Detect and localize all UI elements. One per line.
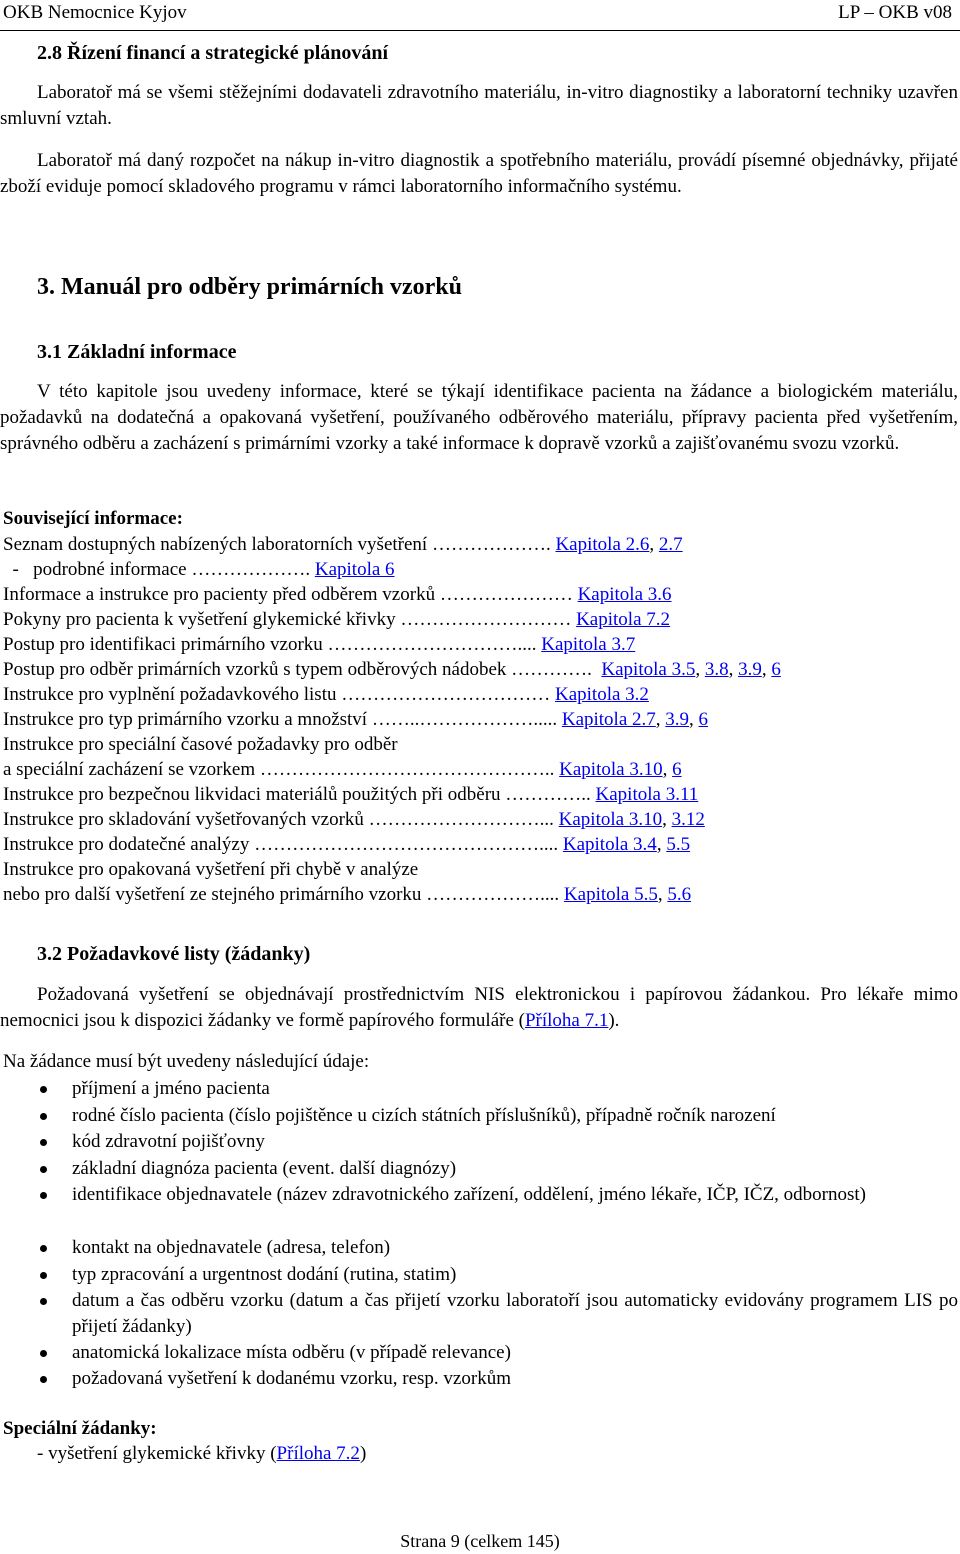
section-2-8-paragraph-1: Laboratoř má se všemi stěžejními dodavateli zdravotního materiálu, in-vitro diagnostiky a laboratorní techniky uzavřen smluvní vztah. (0, 82, 958, 129)
chapter-link[interactable]: Kapitola 6 (314, 559, 395, 580)
link-separator: , (649, 534, 659, 555)
link-separator: , (695, 659, 705, 680)
required-field-item: příjmení a jméno pacienta (72, 1078, 270, 1099)
related-info-text: Postup pro odběr primárních vzorků s typem odběrových nádobek …………. (3, 659, 602, 680)
link-separator: , (657, 884, 668, 905)
special-request-text: - vyšetření glykemické křivky ( (37, 1443, 277, 1464)
chapter-link[interactable]: Kapitola 2.6 (555, 534, 650, 555)
related-info-row (3, 582, 672, 607)
related-info-text: Informace a instrukce pro pacienty před odběrem vzorků ………………… (3, 584, 578, 605)
appendix-7-1-link[interactable]: Příloha 7.1 (524, 1010, 609, 1031)
related-info-row (3, 657, 781, 682)
related-info-row (3, 807, 705, 832)
link-separator: , (662, 759, 673, 780)
required-field-item: požadovaná vyšetření k dodanému vzorku, resp. vzorkům (72, 1368, 511, 1389)
related-info-row (3, 757, 682, 782)
related-info-row (3, 707, 708, 732)
chapter-link[interactable]: 3.9 (738, 659, 762, 680)
chapter-link[interactable]: 5.5 (666, 834, 691, 855)
related-info-row (3, 857, 418, 882)
bullet-icon (40, 1298, 47, 1305)
bullet-icon (40, 1139, 47, 1146)
link-separator: , (761, 659, 772, 680)
chapter-link[interactable]: Kapitola 7.2 (576, 609, 671, 630)
chapter-link[interactable]: 3.12 (671, 809, 705, 830)
chapter-link[interactable]: 6 (672, 759, 682, 780)
bullet-icon (40, 1376, 47, 1383)
section-3-2-title: 3.2 Požadavkové listy (žádanky) (37, 943, 311, 965)
chapter-link[interactable]: 6 (771, 659, 781, 680)
chapter-link[interactable]: Kapitola 5.5 (563, 884, 658, 905)
required-field-item: identifikace objednavatele (název zdravotnického zařízení, oddělení, jméno lékaře, IČP, IČZ, odbornost) (72, 1184, 867, 1205)
bullet-icon (40, 1245, 47, 1252)
bullet-icon (40, 1272, 47, 1279)
related-info-row (3, 782, 698, 807)
link-separator: , (662, 809, 672, 830)
section-3-2-paragraph (0, 982, 958, 1034)
section-3-2-paragraph-text: Požadovaná vyšetření se objednávají prostřednictvím NIS elektronickou i papírovou žádankou. Pro lékaře mimo nemocnici jsou k dispozici žádanky ve formě papírového formuláře ( (0, 984, 958, 1031)
required-field-item: kód zdravotní pojišťovny (72, 1131, 265, 1152)
related-info-text: Pokyny pro pacienta k vyšetření glykemické křivky ……………………… (3, 609, 577, 630)
related-info-text: Instrukce pro bezpečnou likvidaci materiálů použitých při odběru ………….. (3, 784, 596, 805)
required-field-item: rodné číslo pacienta (číslo pojištěnce u cizích státních příslušníků), případně ročník narození (72, 1105, 776, 1126)
chapter-link[interactable]: 5.6 (667, 884, 692, 905)
special-requests-heading: Speciální žádanky: (3, 1418, 157, 1439)
related-info-row (3, 632, 635, 657)
special-request-end: ) (359, 1443, 367, 1464)
required-fields-intro: Na žádance musí být uvedeny následující údaje: (3, 1051, 370, 1072)
chapter-link[interactable]: Kapitola 3.4 (562, 834, 657, 855)
chapter-link[interactable]: Kapitola 3.5 (601, 659, 696, 680)
related-info-row (3, 682, 649, 707)
related-info-text: Instrukce pro opakovaná vyšetření při chybě v analýze (3, 859, 419, 880)
related-info-text: Postup pro identifikaci primárního vzorku ………………………….... (3, 634, 542, 655)
chapter-link[interactable]: Kapitola 3.6 (577, 584, 672, 605)
related-info-row (3, 557, 395, 582)
chapter-3-title: 3. Manuál pro odběry primárních vzorků (37, 274, 462, 300)
related-info-text: Instrukce pro dodatečné analýzy ……………………………………….... (3, 834, 563, 855)
section-3-1-title: 3.1 Základní informace (37, 341, 237, 363)
bullet-icon (40, 1086, 47, 1093)
related-info-text: Instrukce pro typ primárního vzorku a množství ……..………………..... (3, 709, 562, 730)
page-number: Strana 9 (celkem 145) (400, 1531, 560, 1551)
required-field-item: datum a čas odběru vzorku (datum a čas přijetí vzorku laboratoří jsou automaticky evidovány programem LIS po přijetí žádanky) (72, 1290, 958, 1337)
section-2-8-paragraph-2: Laboratoř má daný rozpočet na nákup in-vitro diagnostik a spotřebního materiálu, provádí písemné objednávky, přijaté zboží eviduje pomocí skladového programu v rámci laboratorního informačního systému. (0, 150, 958, 197)
bullet-icon (40, 1350, 47, 1357)
related-info-heading: Související informace: (3, 508, 183, 529)
section-3-2-paragraph-end: ). (608, 1010, 620, 1031)
related-info-row (3, 732, 398, 757)
related-info-text: a speciální zacházení se vzorkem ……………………………………….. (3, 759, 560, 780)
required-field-item: typ zpracování a urgentnost dodání (rutina, statim) (72, 1264, 457, 1285)
link-separator: , (728, 659, 739, 680)
related-info-row (3, 832, 690, 857)
required-field-item: základní diagnóza pacienta (event. další diagnózy) (72, 1158, 457, 1179)
link-separator: , (656, 834, 667, 855)
bullet-icon (40, 1192, 47, 1199)
related-info-row (3, 882, 691, 907)
bullet-icon (40, 1113, 47, 1120)
chapter-link[interactable]: Kapitola 3.11 (595, 784, 699, 805)
header-doc-code: LP – OKB v08 (838, 2, 952, 23)
bullet-icon (40, 1166, 47, 1173)
related-info-text: Instrukce pro skladování vyšetřovaných vzorků ………………………... (3, 809, 559, 830)
chapter-link[interactable]: 3.9 (665, 709, 690, 730)
chapter-link[interactable]: Kapitola 2.7 (561, 709, 656, 730)
related-info-text: - podrobné informace ………………. (3, 559, 315, 580)
appendix-7-2-link[interactable]: Příloha 7.2 (276, 1443, 360, 1464)
header-divider (0, 30, 960, 31)
chapter-link[interactable]: 6 (698, 709, 709, 730)
chapter-link[interactable]: Kapitola 3.2 (554, 684, 649, 705)
chapter-link[interactable]: Kapitola 3.10 (558, 809, 663, 830)
chapter-link[interactable]: 2.7 (658, 534, 683, 555)
chapter-link[interactable]: Kapitola 3.7 (541, 634, 636, 655)
header-institution: OKB Nemocnice Kyjov (3, 2, 187, 23)
chapter-link[interactable]: Kapitola 3.10 (559, 759, 663, 780)
related-info-row (3, 607, 670, 632)
link-separator: , (689, 709, 699, 730)
related-info-row (3, 532, 683, 557)
special-request-item (37, 1443, 366, 1465)
related-info-text: Seznam dostupných nabízených laboratorních vyšetření ………………. (3, 534, 556, 555)
section-2-8-title: 2.8 Řízení financí a strategické plánování (37, 42, 389, 64)
link-separator: , (655, 709, 666, 730)
related-info-text: Instrukce pro vyplnění požadavkového listu …………………………… (3, 684, 555, 705)
required-field-item: kontakt na objednavatele (adresa, telefon) (72, 1237, 391, 1258)
related-info-text: Instrukce pro speciální časové požadavky pro odběr (3, 734, 398, 755)
chapter-link[interactable]: 3.8 (704, 659, 729, 680)
required-field-item: anatomická lokalizace místa odběru (v případě relevance) (72, 1342, 511, 1363)
related-info-text: nebo pro další vyšetření ze stejného primárního vzorku ……………….... (3, 884, 564, 905)
section-3-1-paragraph: V této kapitole jsou uvedeny informace, které se týkají identifikace pacienta na žádance a biologickém materiálu, požadavků na dodatečná a opakovaná vyšetření, používaného odběrového materiálu, přípravy pacienta před vyšetřením, správného odběru a zacházení s primárními vzorky a také informace k dopravě vzorků a zajišťovanému svozu vzorků. (0, 381, 958, 454)
